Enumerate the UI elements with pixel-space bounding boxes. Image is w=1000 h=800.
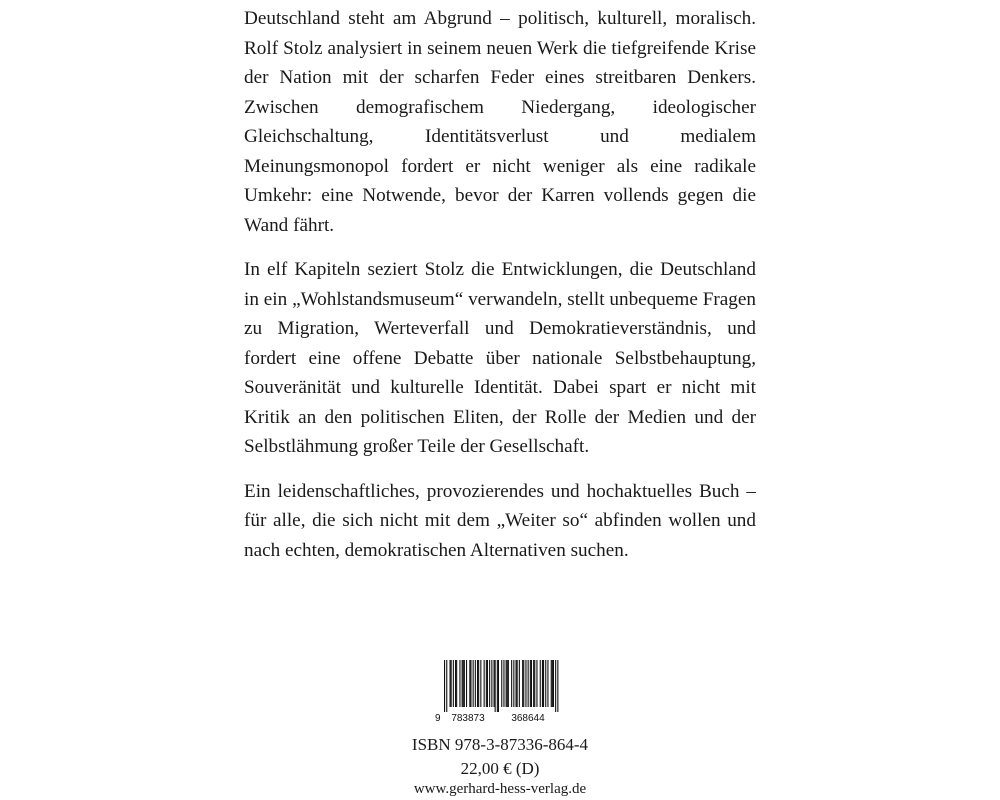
barcode-bar xyxy=(469,660,470,707)
barcode-bars xyxy=(444,660,558,712)
barcode-bar xyxy=(494,660,495,707)
barcode-bar xyxy=(534,660,535,707)
barcode-bar xyxy=(501,660,502,707)
barcode-bar xyxy=(491,660,492,707)
barcode-digits-right: 368644 xyxy=(511,713,545,724)
barcode-bar xyxy=(511,660,512,707)
barcode-bar xyxy=(477,660,478,707)
barcode-bar xyxy=(486,660,487,707)
barcode-bar xyxy=(478,660,479,707)
barcode-bar xyxy=(456,660,457,707)
barcode-bar xyxy=(530,660,531,707)
barcode-bar xyxy=(552,660,553,707)
isbn-number: ISBN 978-3-87336-864-4 xyxy=(411,735,589,754)
barcode-bar xyxy=(480,660,481,707)
barcode-bar xyxy=(542,660,543,707)
barcode-bar xyxy=(536,660,537,707)
barcode-bar xyxy=(553,660,554,707)
barcode-bar xyxy=(533,660,534,707)
barcode-bar xyxy=(513,660,514,707)
barcode-bar xyxy=(543,660,544,707)
blurb-paragraph-2: In elf Kapiteln seziert Stolz die Entwicklungen, die Deutschland in ein „Wohlstandsmuseum“ verwandeln, stellt unbequeme Fragen zu Migration, Werteverfall und Demokratieverständnis, und fordert eine offene Debatte über nationale Selbstbehauptung, Souveränität und kulturelle Identität. Dabei spart er nicht mit Kritik an den politischen Eliten, der Rolle der Medien und der Selbstlähmung großer Teile der Gesellschaft. xyxy=(244,259,756,457)
barcode-bar xyxy=(519,660,520,707)
barcode-bar xyxy=(462,660,463,707)
barcode-bar xyxy=(540,660,541,707)
barcode-bar xyxy=(506,660,507,707)
barcode-bar xyxy=(466,660,467,707)
barcode-bar xyxy=(551,660,552,707)
price-label: 22,00 € (D) xyxy=(460,759,540,778)
barcode-bar xyxy=(453,660,454,707)
barcode-bar xyxy=(473,660,474,707)
blurb-paragraph-1: Deutschland steht am Abgrund – politisch, kulturell, moralisch. Rolf Stolz analysiert in seinem neuen Werk die tiefgreifende Krise der Nation mit der scharfen Feder eines streitbaren Denkers. Zwischen demografischem Niedergang, ideologischer Gleichschaltung, Identitätsverlust und medialem Meinungsmonopol fordert er nicht weniger als eine radikale Umkehr: eine Notwende, bevor der Karren vollends gegen die Wand fährt. xyxy=(244,8,756,236)
isbn-barcode xyxy=(432,660,564,724)
barcode-bar xyxy=(557,660,558,712)
barcode-bar xyxy=(503,660,504,707)
barcode-bar xyxy=(507,660,508,707)
barcode-bar xyxy=(525,660,526,707)
barcode-bar xyxy=(495,660,496,712)
barcode-bar xyxy=(497,660,498,712)
barcode-bar xyxy=(444,660,445,712)
barcode-bar xyxy=(463,660,464,707)
barcode-digits-left: 783873 xyxy=(451,713,485,724)
barcode-digit-first: 9 xyxy=(435,713,441,724)
barcode-bar xyxy=(459,660,460,707)
barcode-bar xyxy=(498,660,499,712)
barcode-bar xyxy=(508,660,509,707)
barcode-bar xyxy=(555,660,556,712)
barcode-bar xyxy=(489,660,490,707)
blurb-paragraph-3: Ein leidenschaftliches, provozierendes und hochaktuelles Buch – für alle, die sich nicht mit dem „Weiter so“ abfinden wollen und nach echten, demokratischen Alternativen suchen. xyxy=(244,480,756,561)
barcode-bar xyxy=(528,660,529,707)
barcode-bar xyxy=(547,660,548,707)
barcode-bar xyxy=(446,660,447,712)
barcode-bar xyxy=(475,660,476,707)
barcode-bar xyxy=(464,660,465,707)
barcode-bar xyxy=(522,660,523,707)
barcode-bar xyxy=(516,660,517,707)
barcode-bar xyxy=(517,660,518,707)
barcode-graphic xyxy=(432,660,564,724)
barcode-bar xyxy=(450,660,451,707)
publisher-website: www.gerhard-hess-verlag.de xyxy=(413,781,587,797)
barcode-bar xyxy=(523,660,524,707)
barcode-bar xyxy=(484,660,485,707)
barcode-bar xyxy=(545,660,546,707)
barcode-bar xyxy=(451,660,452,707)
barcode-bar xyxy=(455,660,456,707)
barcode-bar xyxy=(531,660,532,707)
barcode-bar xyxy=(487,660,488,707)
barcode-bar xyxy=(470,660,471,707)
back-cover-blurb xyxy=(244,4,756,580)
